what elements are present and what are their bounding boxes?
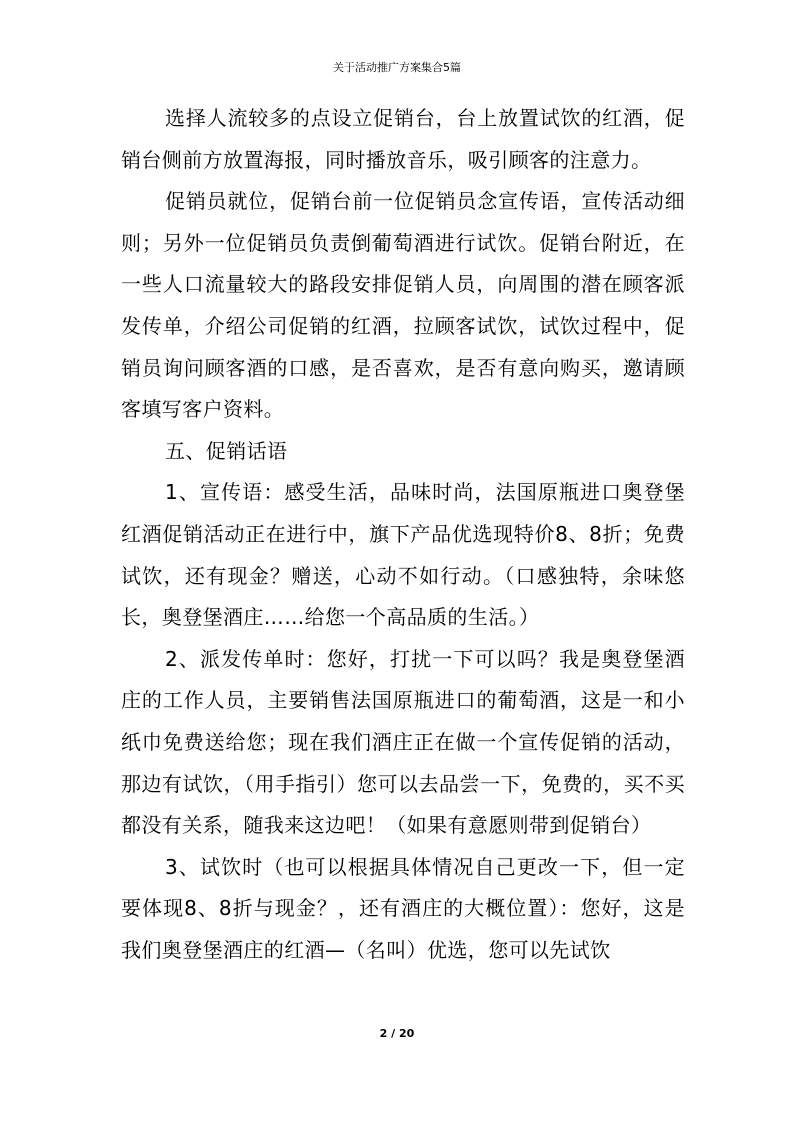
paragraph-flyer-script: 2、派发传单时：您好，打扰一下可以吗？我是奥登堡酒庄的工作人员，主要销售法国原瓶进口的葡萄酒，这是一和小纸巾免费送给您；现在我们酒庄正在做一个宣传促销的活动，那边有试饮，（用手指引）您可以去品尝一下，免费的，买不买都没有关系，随我来这边吧！（如果有意愿则带到促销台）	[121, 646, 685, 838]
section-heading-promo-phrases: 五、促销话语	[165, 438, 288, 463]
page-number: 2 / 20	[379, 1027, 415, 1040]
paragraph-promo-table-setup: 选择人流较多的点设立促销台，台上放置试饮的红酒，促销台侧前方放置海报，同时播放音乐，吸引顾客的注意力。	[121, 106, 685, 172]
paragraph-tasting-script: 3、试饮时（也可以根据具体情况自己更改一下，但一定要体现8、8折与现金？，还有酒庄的大概位置）：您好，这是我们奥登堡酒庄的红酒—（名叫）优选，您可以先试饮	[121, 854, 685, 962]
page-header-title: 关于活动推广方案集合5篇	[333, 61, 461, 74]
paragraph-slogan: 1、宣传语：感受生活，品味时尚，法国原瓶进口奥登堡红酒促销活动正在进行中，旗下产品优选现特价8、8折；免费试饮，还有现金？赠送，心动不如行动。（口感独特，余味悠长，奥登堡酒庄……给您一个高品质的生活。）	[121, 480, 685, 630]
paragraph-promoter-positions: 促销员就位，促销台前一位促销员念宣传语，宣传活动细则；另外一位促销员负责倒葡萄酒进行试饮。促销台附近，在一些人口流量较大的路段安排促销人员，向周围的潜在顾客派发传单，介绍公司促销的红酒，拉顾客试饮，试饮过程中，促销员询问顾客酒的口感，是否喜欢，是否有意向购买，邀请顾客填写客户资料。	[121, 189, 685, 422]
document-body	[121, 98, 685, 971]
